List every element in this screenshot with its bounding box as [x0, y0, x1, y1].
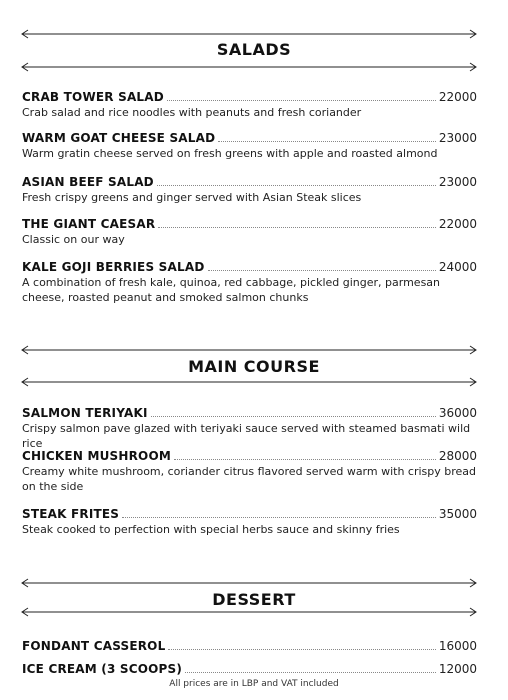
dot-leader [122, 517, 436, 518]
divider-arrow [20, 345, 478, 355]
menu-item [22, 661, 477, 676]
item-description: Crispy salmon pave glazed with teriyaki sauce served with steamed basmati wild rice [22, 422, 471, 450]
menu-item [22, 174, 477, 205]
item-price: 12000 [438, 662, 477, 676]
divider-arrow [20, 377, 478, 387]
menu-item [22, 506, 477, 537]
divider-arrow [20, 29, 478, 39]
item-price: 36000 [438, 406, 477, 420]
item-price: 35000 [438, 507, 477, 521]
item-name: THE GIANT CAESAR [22, 217, 156, 231]
dot-leader [167, 100, 436, 101]
item-name: CHICKEN MUSHROOM [22, 449, 171, 463]
item-description: Creamy white mushroom, coriander citrus flavored served warm with crispy bread on the side [22, 465, 477, 493]
menu-item [22, 405, 477, 451]
dot-leader [157, 185, 436, 186]
menu-item [22, 130, 477, 161]
dot-leader [208, 270, 436, 271]
item-price: 22000 [438, 90, 477, 104]
item-name: SALMON TERIYAKI [22, 406, 148, 420]
divider-arrow [20, 607, 478, 617]
divider-arrow [20, 578, 478, 588]
item-description: Warm gratin cheese served on fresh greens with apple and roasted almond [22, 147, 438, 160]
dot-leader [218, 141, 436, 142]
footer-note: All prices are in LBP and VAT included [169, 679, 339, 689]
divider-arrow [20, 62, 478, 72]
item-name: FONDANT CASSEROL [22, 639, 166, 653]
item-price: 24000 [438, 260, 477, 274]
item-name: CRAB TOWER SALAD [22, 90, 164, 104]
menu-item [22, 448, 477, 494]
item-price: 16000 [438, 639, 477, 653]
dot-leader [158, 227, 436, 228]
item-description: Steak cooked to perfection with special herbs sauce and skinny fries [22, 523, 400, 536]
menu-item [22, 216, 477, 247]
section-title-main-course: MAIN COURSE [188, 357, 320, 376]
item-name: WARM GOAT CHEESE SALAD [22, 131, 216, 145]
item-price: 23000 [438, 175, 477, 189]
dot-leader [151, 416, 436, 417]
item-price: 23000 [438, 131, 477, 145]
dot-leader [168, 649, 435, 650]
section-title-dessert: DESSERT [212, 590, 296, 609]
item-price: 22000 [438, 217, 477, 231]
menu-item [22, 89, 477, 120]
item-price: 28000 [438, 449, 477, 463]
item-description: Crab salad and rice noodles with peanuts and fresh coriander [22, 106, 362, 119]
item-name: KALE GOJI BERRIES SALAD [22, 260, 205, 274]
section-title-salads: SALADS [216, 40, 292, 59]
item-description: Fresh crispy greens and ginger served with Asian Steak slices [22, 191, 362, 204]
item-description: A combination of fresh kale, quinoa, red cabbage, pickled ginger, parmesan cheese, roasted peanut and smoked salmon chunks [22, 276, 441, 304]
item-name: STEAK FRITES [22, 507, 120, 521]
menu-item [22, 638, 477, 653]
menu-item [22, 259, 477, 305]
item-name: ICE CREAM (3 SCOOPS) [22, 662, 183, 676]
item-description: Classic on our way [22, 233, 125, 246]
item-name: ASIAN BEEF SALAD [22, 175, 154, 189]
dot-leader [185, 672, 436, 673]
dot-leader [174, 459, 436, 460]
